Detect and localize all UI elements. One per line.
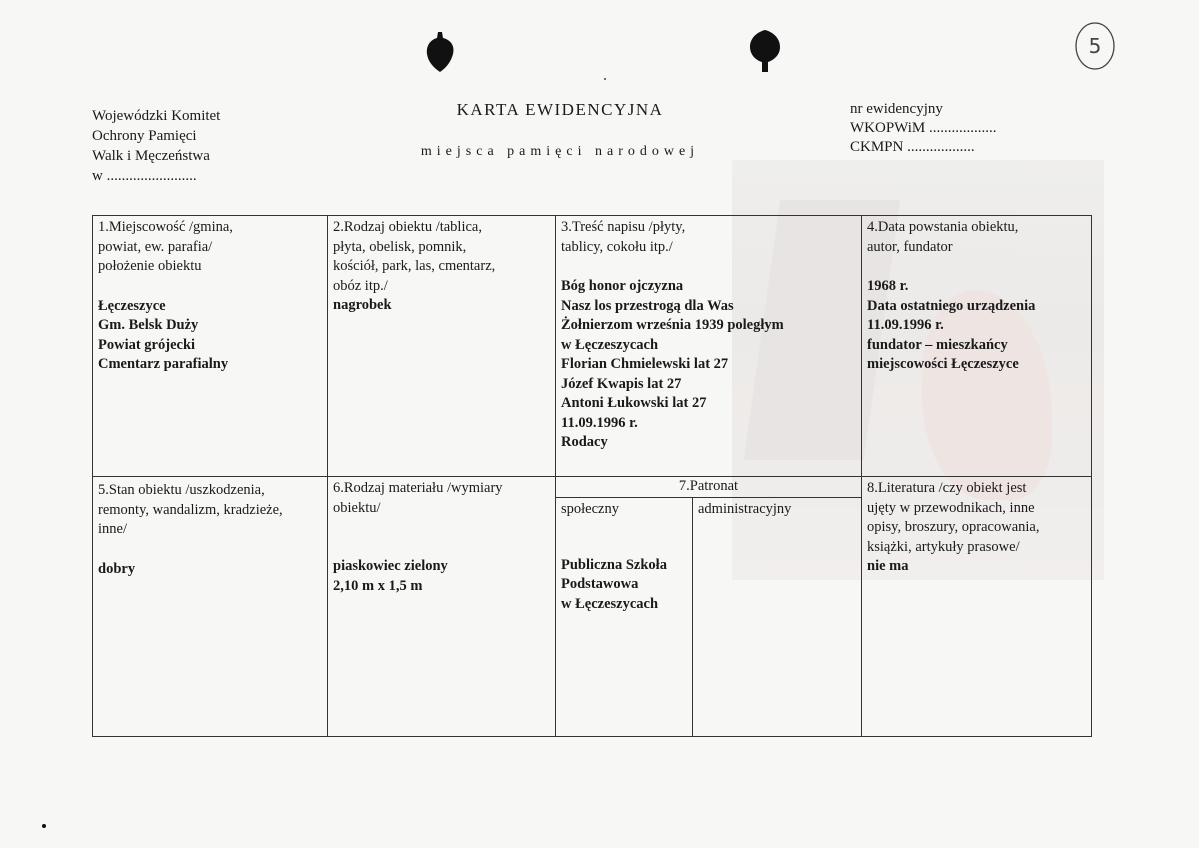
header-title-block — [380, 98, 740, 160]
page-number-text: 5 — [1088, 34, 1102, 58]
registry-line: nr ewidencyjny — [850, 101, 943, 117]
cell-value: Podstawowa — [561, 576, 639, 592]
cell-value: w Łęczeszycach — [561, 336, 659, 353]
cell-value: nagrobek — [333, 297, 392, 313]
registry-line: CKMPN .................. — [850, 139, 975, 155]
cell-label: społeczny — [561, 501, 619, 517]
cell-value: Gm. Belsk Duży — [98, 317, 199, 333]
cell-value: Nasz los przestrogą dla Was — [561, 297, 734, 314]
issuer-line: Wojewódzki Komitet — [92, 108, 221, 124]
issuer-line: Ochrony Pamięci — [92, 128, 197, 144]
cell-value: Antoni Łukowski lat 27 — [561, 395, 707, 411]
header-issuer — [92, 106, 220, 186]
cell-label: tablicy, cokołu itp./ — [561, 238, 673, 255]
registry-line: WKOPWiM .................. — [850, 120, 997, 136]
cell-label: kościół, park, las, cmentarz, — [333, 258, 496, 274]
cell-label: administracyjny — [698, 501, 792, 517]
cell-label: 5.Stan obiektu /uszkodzenia, — [98, 482, 265, 498]
cell-creation-date — [862, 216, 1092, 477]
page-number-mark — [1073, 20, 1117, 72]
cell-label: położenie obiektu — [98, 258, 202, 274]
cell-value: miejscowości Łęczeszyce — [867, 356, 1019, 372]
cell-value: 2,10 m x 1,5 m — [333, 577, 423, 594]
cell-label: powiat, ew. parafia/ — [98, 238, 213, 255]
document-subtitle: miejsca pamięci narodowej — [420, 144, 700, 159]
cell-label: obóz itp./ — [333, 277, 388, 294]
scan-speck — [42, 824, 46, 828]
cell-value: Rodacy — [561, 434, 608, 450]
cell-location — [93, 216, 328, 477]
cell-value: 1968 r. — [867, 278, 909, 294]
cell-object-type — [328, 216, 556, 477]
cell-value: Powiat grójecki — [98, 336, 196, 353]
registration-card-table — [92, 215, 1092, 737]
document-title: KARTA EWIDENCYJNA — [456, 100, 664, 119]
cell-material — [328, 477, 556, 737]
cell-value: Bóg honor ojczyzna — [561, 278, 684, 294]
cell-value: w Łęczeszycach — [561, 595, 659, 612]
cell-label: remonty, wandalizm, kradzieże, — [98, 501, 283, 518]
cell-label: autor, fundator — [867, 238, 953, 255]
punch-hole-right — [748, 30, 782, 74]
cell-value: Publiczna Szkoła — [561, 556, 667, 573]
cell-label: 8.Literatura /czy obiekt jest — [867, 480, 1027, 496]
cell-value: Łęczeszyce — [98, 297, 166, 314]
cell-value: Józef Kwapis lat 27 — [561, 375, 682, 392]
cell-label: 7.Patronat — [678, 478, 739, 494]
cell-patronage-admin — [693, 498, 862, 737]
cell-patronage-header — [556, 477, 862, 498]
cell-value: nie ma — [867, 558, 909, 574]
cell-label: opisy, broszury, opracowania, — [867, 519, 1040, 535]
cell-value: piaskowiec zielony — [333, 558, 448, 574]
issuer-line: w ........................ — [92, 168, 197, 184]
cell-patronage-social — [556, 498, 693, 737]
cell-label: 2.Rodzaj obiektu /tablica, — [333, 219, 482, 235]
cell-value: Żołnierzom września 1939 poległym — [561, 317, 784, 333]
issuer-line: Walk i Męczeństwa — [92, 148, 210, 164]
cell-label: 1.Miejscowość /gmina, — [98, 219, 233, 235]
cell-label: 6.Rodzaj materiału /wymiary — [333, 480, 503, 496]
cell-value: 11.09.1996 r. — [561, 414, 638, 431]
cell-value: Florian Chmielewski lat 27 — [561, 356, 729, 372]
cell-label: 3.Treść napisu /płyty, — [561, 219, 686, 235]
cell-value: fundator – mieszkańcy — [867, 336, 1008, 353]
cell-literature — [862, 477, 1092, 737]
cell-label: ujęty w przewodnikach, inne — [867, 499, 1035, 516]
cell-value: Cmentarz parafialny — [98, 356, 229, 372]
cell-label: książki, artykuły prasowe/ — [867, 538, 1020, 555]
cell-value: 11.09.1996 r. — [867, 317, 944, 333]
cell-condition — [93, 477, 328, 737]
cell-value: Data ostatniego urządzenia — [867, 297, 1036, 314]
cell-label: płyta, obelisk, pomnik, — [333, 238, 467, 255]
cell-value: dobry — [98, 560, 136, 577]
cell-label: obiektu/ — [333, 499, 381, 516]
punch-hole-left — [424, 32, 456, 74]
cell-label: 4.Data powstania obiektu, — [867, 219, 1019, 235]
header-registry — [850, 100, 996, 157]
cell-label: inne/ — [98, 521, 127, 537]
cell-inscription — [556, 216, 862, 477]
scan-speck — [604, 78, 606, 80]
